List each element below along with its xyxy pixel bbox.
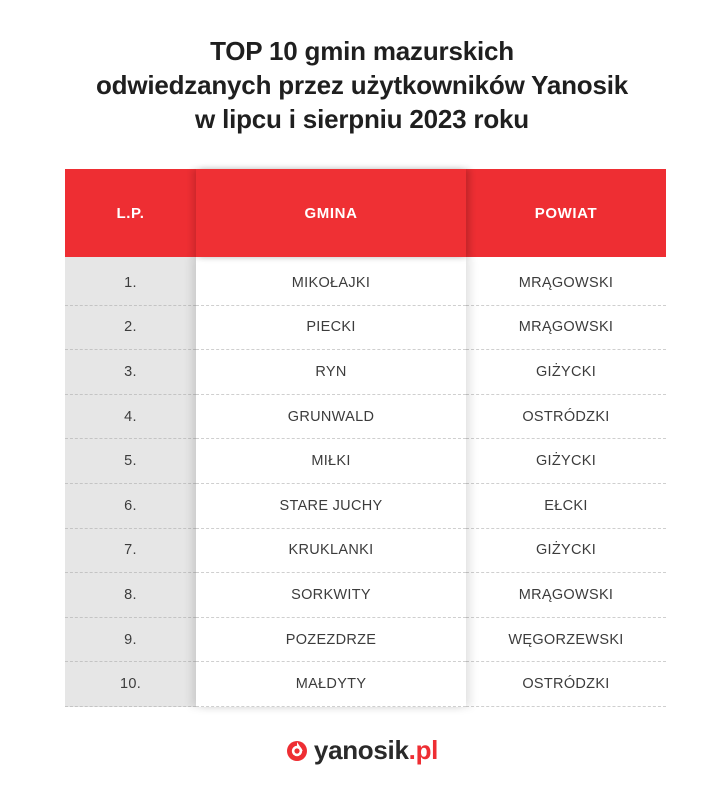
header-lp: L.P.: [65, 169, 196, 257]
brand-logo: [0, 735, 724, 766]
logo-tld: pl: [415, 735, 439, 765]
logo-dot: .: [408, 735, 416, 765]
cell-powiat: OSTRÓDZKI: [466, 395, 666, 440]
cell-gmina: KRUKLANKI: [196, 529, 466, 574]
cell-powiat: GIŻYCKI: [466, 439, 666, 484]
page-title: [0, 34, 724, 136]
title-line-2: odwiedzanych przez użytkowników Yanosik: [95, 70, 629, 100]
cell-lp: 2.: [65, 306, 196, 351]
column-lp: [65, 257, 196, 707]
table-header: [65, 169, 666, 257]
cell-lp: 5.: [65, 439, 196, 484]
cell-gmina: MAŁDYTY: [196, 662, 466, 707]
column-gmina: [196, 257, 466, 707]
cell-lp: 1.: [65, 261, 196, 306]
title-line-3: w lipcu i sierpniu 2023 roku: [195, 104, 529, 134]
cell-powiat: EŁCKI: [466, 484, 666, 529]
logo-name: yanosik: [313, 735, 409, 765]
cell-gmina: MIKOŁAJKI: [196, 261, 466, 306]
cell-gmina: PIECKI: [196, 306, 466, 351]
cell-gmina: POZEZDRZE: [196, 618, 466, 663]
header-powiat: POWIAT: [466, 169, 666, 257]
cell-lp: 3.: [65, 350, 196, 395]
logo-text: [314, 735, 438, 766]
table-body: [65, 257, 666, 707]
cell-gmina: MIŁKI: [196, 439, 466, 484]
cell-powiat: OSTRÓDZKI: [466, 662, 666, 707]
cell-lp: 10.: [65, 662, 196, 707]
cell-lp: 4.: [65, 395, 196, 440]
yanosik-logo-icon: [286, 740, 308, 762]
cell-lp: 8.: [65, 573, 196, 618]
column-powiat: [466, 257, 666, 707]
cell-powiat: WĘGORZEWSKI: [466, 618, 666, 663]
cell-gmina: GRUNWALD: [196, 395, 466, 440]
cell-lp: 9.: [65, 618, 196, 663]
cell-powiat: MRĄGOWSKI: [466, 261, 666, 306]
cell-gmina: RYN: [196, 350, 466, 395]
cell-powiat: MRĄGOWSKI: [466, 573, 666, 618]
ranking-table: [65, 169, 666, 707]
cell-powiat: GIŻYCKI: [466, 529, 666, 574]
cell-lp: 6.: [65, 484, 196, 529]
cell-powiat: GIŻYCKI: [466, 350, 666, 395]
header-gmina: GMINA: [196, 169, 466, 257]
cell-gmina: STARE JUCHY: [196, 484, 466, 529]
cell-lp: 7.: [65, 529, 196, 574]
cell-powiat: MRĄGOWSKI: [466, 306, 666, 351]
cell-gmina: SORKWITY: [196, 573, 466, 618]
title-line-1: TOP 10 gmin mazurskich: [210, 36, 514, 66]
